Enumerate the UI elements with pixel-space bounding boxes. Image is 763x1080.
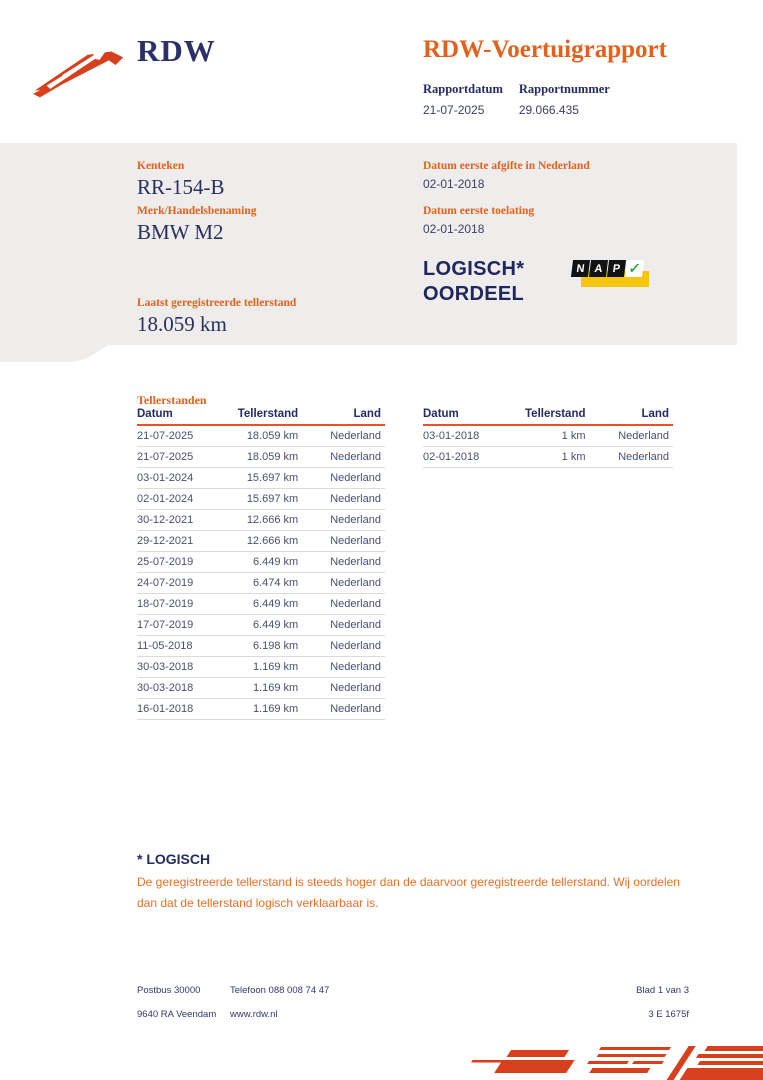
table-row [137,678,385,699]
column-header-tellerstand: Tellerstand [237,408,299,420]
table-cell: 1.169 km [252,703,299,715]
kenteken-label: Kenteken [137,160,185,172]
merk-label: Merk/Handelsbenaming [137,205,257,217]
table-cell: 1.169 km [252,682,299,694]
table-cell: 29-12-2021 [137,535,194,547]
table-cell: Nederland [330,682,381,694]
tellerstand-field [137,297,296,337]
table-header-row [137,408,385,426]
table-cell: Nederland [330,451,381,463]
table-cell: 21-07-2025 [137,451,194,463]
table-header-row [423,408,673,426]
table-row [137,615,385,636]
afgifte-label: Datum eerste afgifte in Nederland [423,160,590,172]
report-number-label: Rapportnummer [518,82,610,96]
table-cell: 30-03-2018 [137,682,194,694]
table-cell: 1 km [561,430,586,442]
table-row [137,594,385,615]
table-row [137,657,385,678]
table-cell: 18.059 km [246,430,299,442]
table-cell: 30-03-2018 [137,661,194,673]
table-row [137,699,385,720]
table-cell: Nederland [618,430,669,442]
table-cell: 02-01-2024 [137,493,194,505]
table-row [137,636,385,657]
report-meta [423,82,610,117]
rdw-wordmark: RDW [137,33,216,68]
footer-form-code: 3 E 1675f [648,1009,689,1020]
nap-letter-tiles [572,260,643,277]
table-row [137,531,385,552]
report-number-block [519,82,610,117]
table-cell: 1.169 km [252,661,299,673]
table-body [423,426,673,468]
table-cell: Nederland [330,493,381,505]
table-cell: 6.449 km [252,598,299,610]
footer-address [137,986,216,1020]
tellerstanden-table-left [137,408,385,720]
table-cell: 24-07-2019 [137,577,194,589]
column-header-land: Land [353,408,381,420]
table-row [137,573,385,594]
column-header-datum: Datum [137,408,173,420]
report-number-value: 29.066.435 [518,103,579,117]
table-cell: 15.697 km [246,493,299,505]
table-cell: 03-01-2024 [137,472,194,484]
table-row [137,489,385,510]
column-header-land: Land [641,408,669,420]
kenteken-field [137,160,225,200]
nap-checkmark-icon: ✓ [625,260,644,277]
table-row [423,426,673,447]
footer-address-line2: 9640 RA Veendam [137,1009,217,1020]
table-cell: Nederland [618,451,669,463]
table-row [137,510,385,531]
footer-website: www.rdw.nl [230,1009,278,1020]
table-cell: 16-01-2018 [137,703,194,715]
table-cell: 21-07-2025 [137,430,194,442]
table-cell: Nederland [330,661,381,673]
table-cell: 12.666 km [246,514,299,526]
nap-letter-p: P [607,260,626,277]
table-cell: 15.697 km [246,472,299,484]
table-cell: Nederland [330,577,381,589]
oordeel-line2: OORDEEL [423,283,524,305]
footer-address-line1: Postbus 30000 [137,985,201,996]
afgifte-field [423,160,590,191]
afgifte-value: 02-01-2018 [423,177,485,191]
table-cell: 11-05-2018 [137,640,193,652]
merk-value: BMW M2 [137,220,224,244]
table-cell: Nederland [330,514,381,526]
table-cell: Nederland [330,472,381,484]
table-row [137,426,385,447]
footer-page-info [636,986,689,1020]
toelating-label: Datum eerste toelating [423,205,535,217]
table-cell: 02-01-2018 [423,451,480,463]
table-cell: 18.059 km [246,451,299,463]
table-cell: 18-07-2019 [137,598,194,610]
table-cell: 6.449 km [252,619,299,631]
table-cell: 6.198 km [252,640,299,652]
footer-contact [230,986,329,1020]
table-cell: 1 km [561,451,586,463]
table-body [137,426,385,720]
tellerstand-label: Laatst geregistreerde tellerstand [137,297,297,309]
table-cell: 6.449 km [252,556,299,568]
table-row [137,447,385,468]
kenteken-value: RR-154-B [137,175,225,199]
table-row [423,447,673,468]
logisch-note-text: De geregistreerde tellerstand is steeds hoger dan de daarvoor geregistreerde tellerstand. Wij oordelen dan dat de tellerstand logisch verklaarbaar is. [137,875,680,910]
table-cell: 17-07-2019 [137,619,194,631]
table-row [137,552,385,573]
tellerstand-value: 18.059 km [137,312,227,336]
oordeel-verdict [423,257,524,307]
nap-letter-n: N [571,260,590,277]
vehicle-summary-panel [0,143,737,345]
table-cell: Nederland [330,640,381,652]
report-date-block [423,82,503,117]
table-cell: Nederland [330,535,381,547]
oordeel-line1: LOGISCH* [423,258,525,280]
table-cell: 12.666 km [246,535,299,547]
report-date-label: Rapportdatum [423,82,503,96]
table-cell: 25-07-2019 [137,556,194,568]
table-cell: Nederland [330,703,381,715]
table-row [137,468,385,489]
nap-logo [572,260,656,292]
report-title: RDW-Voertuigrapport [423,36,667,63]
toelating-value: 02-01-2018 [423,222,485,236]
footer-phone: Telefoon 088 008 74 47 [230,985,330,996]
table-cell: Nederland [330,430,381,442]
logisch-note-heading: * LOGISCH [137,851,211,867]
table-cell: Nederland [330,556,381,568]
table-cell: 30-12-2021 [137,514,194,526]
panel-corner-notch [0,345,108,362]
footer-stripes-graphic [433,1044,763,1080]
rdw-wing-logo-icon [28,40,130,102]
table-cell: 6.474 km [252,577,299,589]
table-cell: Nederland [330,619,381,631]
table-cell: 03-01-2018 [423,430,480,442]
merk-field [137,205,256,245]
toelating-field [423,205,534,236]
tellerstanden-table-right [423,408,673,468]
nap-letter-a: A [589,260,608,277]
tellerstanden-heading: Tellerstanden [137,393,207,407]
table-cell: Nederland [330,598,381,610]
column-header-tellerstand: Tellerstand [525,408,586,420]
column-header-datum: Datum [423,408,459,420]
footer-page-number: Blad 1 van 3 [636,985,689,996]
report-date-value: 21-07-2025 [423,103,485,117]
